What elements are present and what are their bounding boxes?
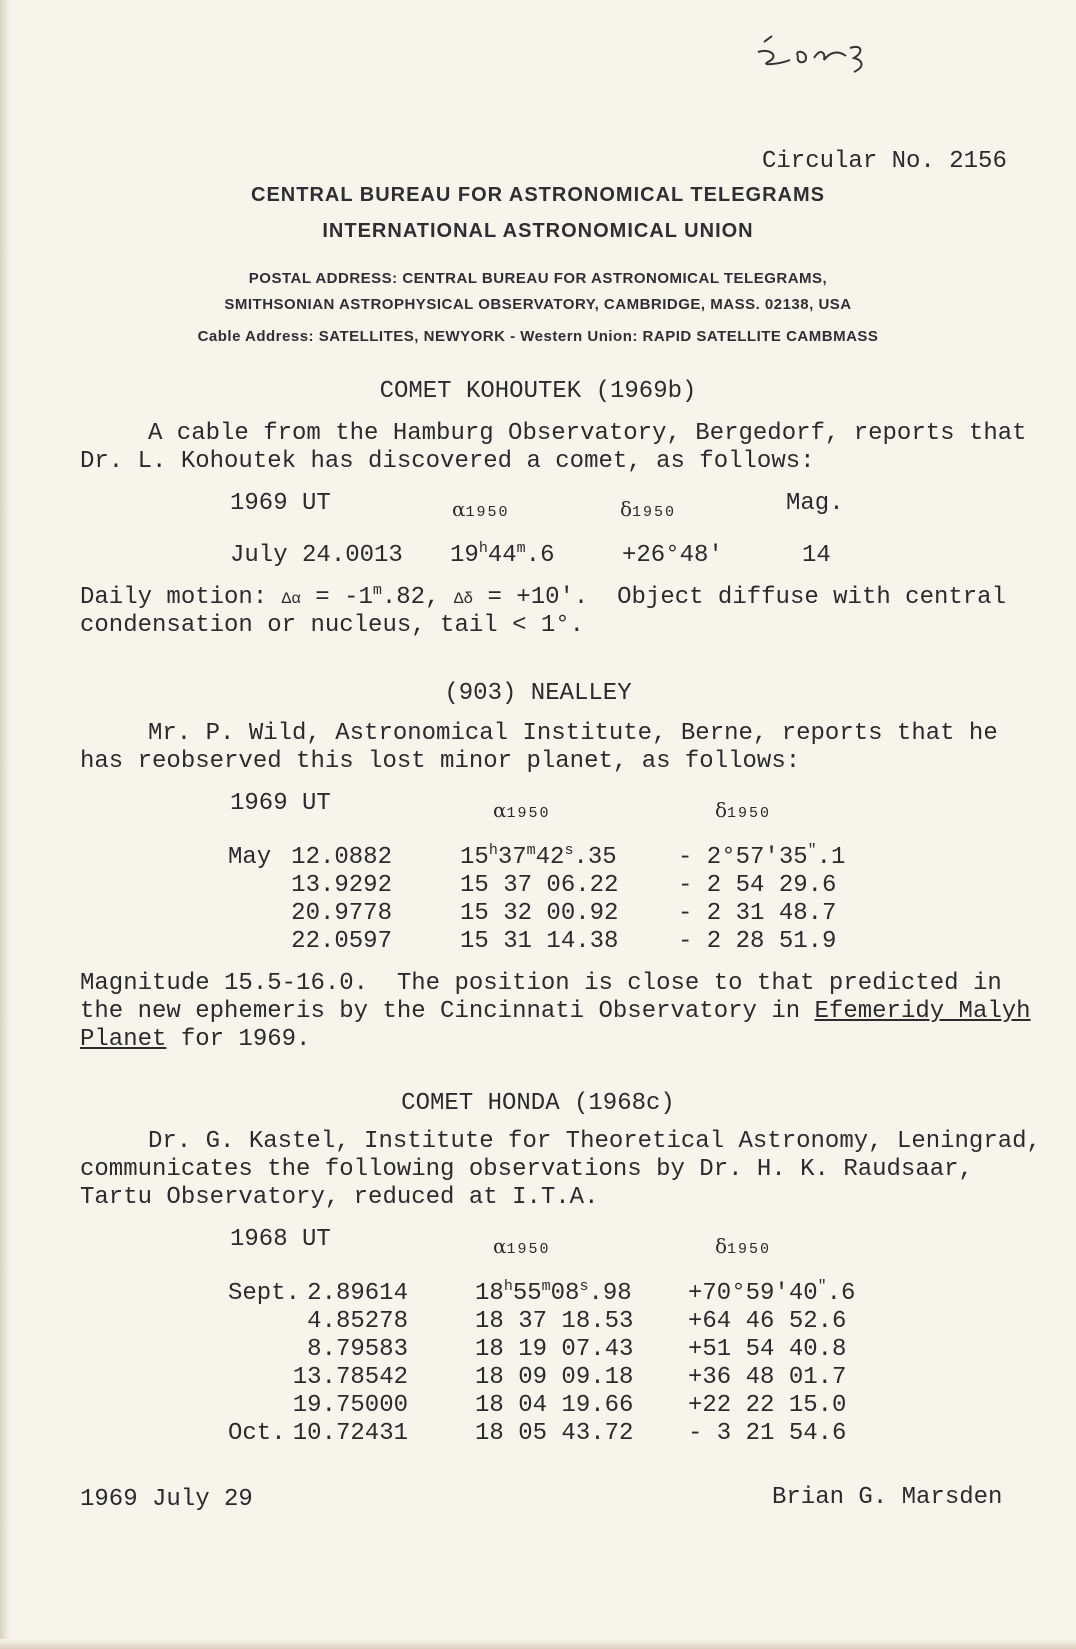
kohoutek-text-line2: Dr. L. Kohoutek has discovered a comet, as follows: <box>80 448 815 475</box>
union-title: INTERNATIONAL ASTRONOMICAL UNION <box>322 220 754 242</box>
kohoutek-row-date: July 24.0013 <box>230 542 403 569</box>
kohoutek-col-mag: Mag. <box>786 490 844 517</box>
nealley-row-ra: 15 31 14.38 <box>460 928 619 955</box>
honda-row-ra: 18 37 18.53 <box>475 1308 634 1335</box>
nealley-row-dec: - 2 54 29.6 <box>678 872 837 899</box>
honda-row-dec: +64 46 52.6 <box>688 1308 847 1335</box>
paper-shadow-bottom <box>0 1639 1076 1649</box>
nealley-col-ra: α1950 <box>493 798 551 822</box>
honda-col-ra: α1950 <box>493 1234 551 1258</box>
honda-row-dec: +22 22 15.0 <box>688 1392 847 1419</box>
kohoutek-row-mag: 14 <box>802 542 831 569</box>
kohoutek-col-dec: δ1950 <box>620 497 677 521</box>
postal-address-line1: POSTAL ADDRESS: CENTRAL BUREAU FOR ASTRONOMICAL TELEGRAMS, <box>248 270 828 287</box>
paper-shadow-left <box>0 0 10 1649</box>
handwritten-note <box>750 22 890 77</box>
nealley-row-date: 12.0882 <box>291 844 392 871</box>
kohoutek-title: COMET KOHOUTEK (1969b) <box>379 378 697 405</box>
western-union-label: Western Union: <box>520 328 638 345</box>
nealley-row-dec: - 2°57'35".1 <box>678 842 846 871</box>
honda-title: COMET HONDA (1968c) <box>401 1090 675 1117</box>
nealley-row-date: 20.9778 <box>291 900 392 927</box>
kohoutek-daily-motion: Daily motion: $\Delta\alpha = -1^m.82$, Δδ = +10'. Object diffuse with central <box>80 582 1006 611</box>
honda-row-ra: 18 09 09.18 <box>475 1364 634 1391</box>
honda-text-line2: communicates the following observations by Dr. H. K. Raudsaar, <box>80 1156 973 1183</box>
nealley-row-date: 13.9292 <box>291 872 392 899</box>
honda-row-date: 13.78542 <box>292 1364 408 1391</box>
kohoutek-col-ra: α1950 <box>452 497 510 521</box>
kohoutek-text-line1: A cable from the Hamburg Observatory, Bergedorf, reports that <box>148 420 1027 447</box>
nealley-magnitude-line1: Magnitude 15.5-16.0. The position is close to that predicted in <box>80 970 1002 997</box>
honda-row-dec: +36 48 01.7 <box>688 1364 847 1391</box>
honda-row-dec: +70°59'40".6 <box>688 1278 856 1307</box>
kohoutek-row-dec: +26°48' <box>622 542 723 569</box>
cable-address-value: SATELLITES, NEWYORK <box>318 328 506 345</box>
honda-row-date: 19.75000 <box>292 1392 408 1419</box>
honda-col-date: 1968 UT <box>230 1226 331 1253</box>
western-union-value: RAPID SATELLITE CAMBMASS <box>642 328 879 345</box>
honda-col-dec: δ1950 <box>715 1234 772 1258</box>
bureau-title: CENTRAL BUREAU FOR ASTRONOMICAL TELEGRAMS <box>251 184 825 206</box>
honda-row-date: 10.72431 <box>292 1420 408 1447</box>
honda-row-ra: 18$^h$55$^m$08$^s$.98 <box>475 1278 632 1307</box>
honda-row-date: 4.85278 <box>307 1308 408 1335</box>
honda-month: Sept. <box>228 1280 301 1307</box>
signature: Brian G. Marsden <box>772 1484 1003 1511</box>
honda-row-date: 2.89614 <box>307 1280 408 1307</box>
cable-address: Cable Address: SATELLITES, NEWYORK - Western Union: RAPID SATELLITE CAMBMASS <box>197 328 879 345</box>
kohoutek-col-date: 1969 UT <box>230 490 331 517</box>
nealley-col-date: 1969 UT <box>230 790 331 817</box>
postal-address-line2: SMITHSONIAN ASTROPHYSICAL OBSERVATORY, CAMBRIDGE, MASS. 02138, USA <box>224 296 852 313</box>
cable-address-label: Cable Address: <box>197 328 315 345</box>
nealley-row-ra: 15 32 00.92 <box>460 900 619 927</box>
nealley-row-dec: - 2 31 48.7 <box>678 900 837 927</box>
nealley-row-ra: 15$^h$37$^m$42$^s$.35 <box>460 842 617 871</box>
nealley-row-dec: - 2 28 51.9 <box>678 928 837 955</box>
honda-row-ra: 18 04 19.66 <box>475 1392 634 1419</box>
kohoutek-condensation: condensation or nucleus, tail < 1°. <box>80 612 585 639</box>
nealley-text-line2: has reobserved this lost minor planet, as follows: <box>80 748 801 775</box>
honda-month: Oct. <box>228 1420 286 1447</box>
nealley-col-dec: δ1950 <box>715 798 772 822</box>
honda-row-date: 8.79583 <box>307 1336 408 1363</box>
honda-row-ra: 18 05 43.72 <box>475 1420 634 1447</box>
ephemeris-title: Efemeridy Malyh <box>814 998 1031 1025</box>
kohoutek-row-ra: 19$^h$44$^m$.6 <box>450 540 555 569</box>
nealley-text-line1: Mr. P. Wild, Astronomical Institute, Berne, reports that he <box>148 720 998 747</box>
circular-number: Circular No. 2156 <box>762 148 1007 175</box>
honda-text-line1: Dr. G. Kastel, Institute for Theoretical Astronomy, Leningrad, <box>148 1128 1041 1155</box>
honda-row-dec: +51 54 40.8 <box>688 1336 847 1363</box>
honda-text-line3: Tartu Observatory, reduced at I.T.A. <box>80 1184 599 1211</box>
ephemeris-title-cont: Planet <box>80 1026 167 1053</box>
nealley-magnitude-line2: the new ephemeris by the Cincinnati Observatory in Efemeridy Malyh <box>80 998 1031 1025</box>
nealley-magnitude-line3: Planet for 1969. <box>80 1026 311 1053</box>
honda-row-ra: 18 19 07.43 <box>475 1336 634 1363</box>
issue-date: 1969 July 29 <box>80 1486 253 1513</box>
nealley-title: (903) NEALLEY <box>444 680 632 707</box>
nealley-row-ra: 15 37 06.22 <box>460 872 619 899</box>
honda-row-dec: - 3 21 54.6 <box>688 1420 847 1447</box>
nealley-row-date: 22.0597 <box>291 928 392 955</box>
nealley-month: May <box>228 844 272 871</box>
